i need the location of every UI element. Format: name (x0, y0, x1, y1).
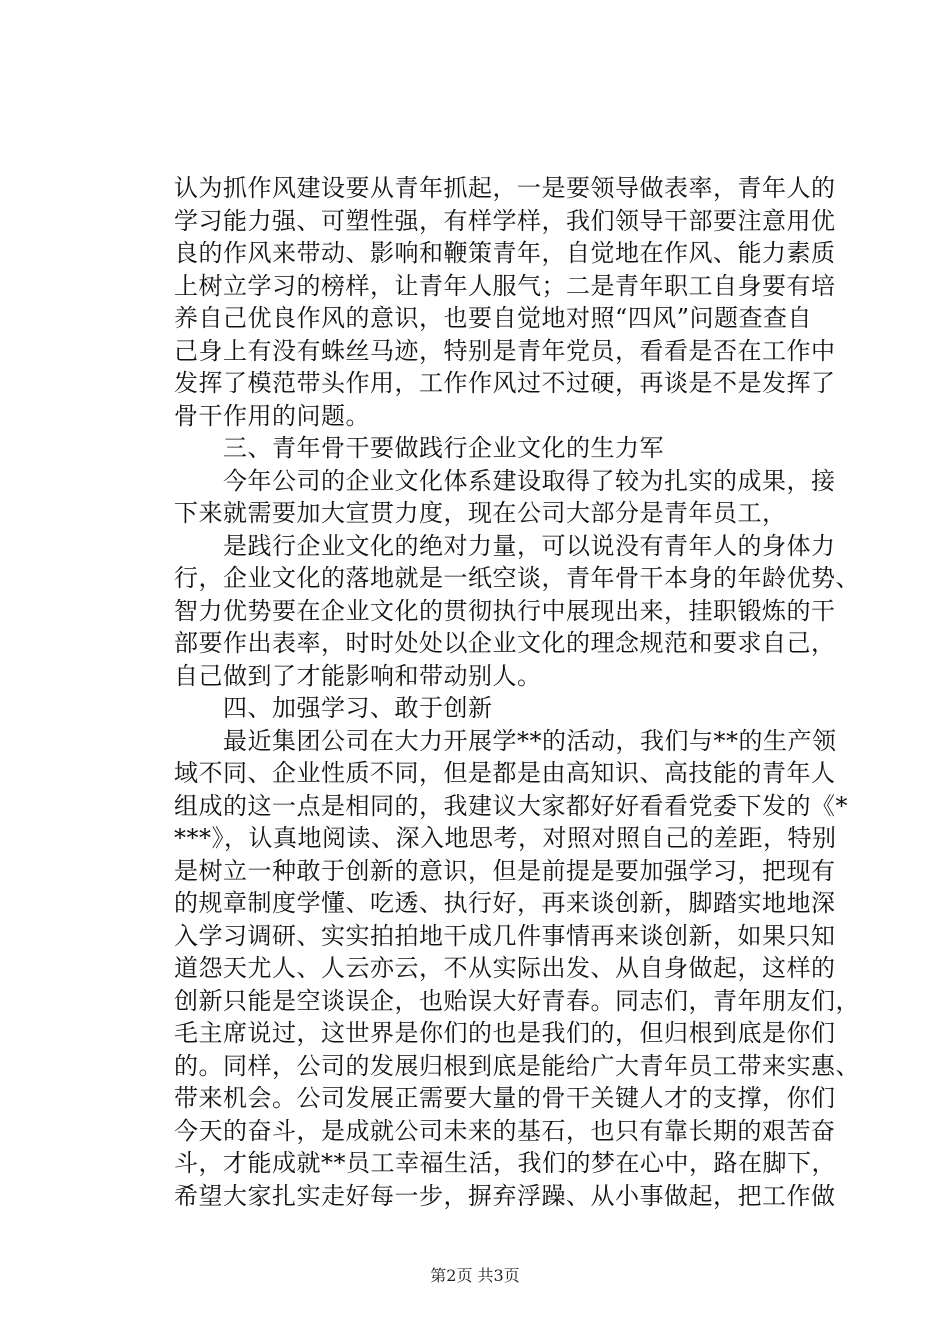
text-line: 创新只能是空谈误企，也贻误大好青春。同志们，青年朋友们， (174, 986, 860, 1015)
page-footer: 第2页 共3页 (430, 1266, 520, 1285)
text-line: 己身上有没有蛛丝马迹，特别是青年党员，看看是否在工作中 (174, 336, 836, 365)
text-line: ***》，认真地阅读、深入地思考，对照对照自己的差距，特别 (174, 824, 837, 852)
text-line: 斗，才能成就**员工幸福生活，我们的梦在心中，路在脚下， (174, 1149, 836, 1177)
text-line: 部要作出表率，时时处处以企业文化的理念规范和要求自己， (174, 629, 836, 657)
text-line: 发挥了模范带头作用，工作作风过不过硬，再谈是不是发挥了 (174, 369, 836, 397)
text-line: 认为抓作风建设要从青年抓起，一是要领导做表率，青年人的 (174, 174, 836, 202)
text-line: 入学习调研、实实拍拍地干成几件事情再来谈创新，如果只知 (174, 921, 836, 950)
text-line: 希望大家扎实走好每一步，摒弃浮躁、从小事做起，把工作做 (174, 1181, 836, 1210)
text-line: 的。同样，公司的发展归根到底是能给广大青年员工带来实惠、 (174, 1051, 860, 1080)
text-line: 是树立一种敢于创新的意识，但是前提是要加强学习，把现有 (174, 856, 836, 885)
text-line: 今年公司的企业文化体系建设取得了较为扎实的成果，接 (174, 466, 836, 495)
text-line: 智力优势要在企业文化的贯彻执行中展现出来，挂职锻炼的干 (174, 596, 836, 625)
text-line: 毛主席说过，这世界是你们的也是我们的，但归根到底是你们 (174, 1019, 836, 1047)
section-heading: 四、加强学习、敢于创新 (174, 694, 493, 722)
text-line: 良的作风来带动、影响和鞭策青年，自觉地在作风、能力素质 (174, 239, 836, 267)
text-line: 养自己优良作风的意识，也要自觉地对照“四风”问题查查自 (174, 304, 813, 332)
text-line: 域不同、企业性质不同，但是都是由高知识、高技能的青年人 (174, 759, 836, 787)
text-line: 自己做到了才能影响和带动别人。 (174, 661, 542, 690)
text-line: 最近集团公司在大力开展学**的活动，我们与**的生产领 (174, 726, 837, 755)
text-line: 骨干作用的问题。 (174, 401, 370, 430)
text-line: 上树立学习的榜样，让青年人服气；二是青年职工自身要有培 (174, 271, 836, 300)
text-line: 行，企业文化的落地就是一纸空谈，青年骨干本身的年龄优势、 (174, 564, 860, 592)
body-text (174, 172, 860, 1212)
text-line: 带来机会。公司发展正需要大量的骨干关键人才的支撑，你们 (174, 1084, 836, 1112)
text-line: 学习能力强、可塑性强，有样学样，我们领导干部要注意用优 (174, 206, 836, 235)
text-line: 的规章制度学懂、吃透、执行好，再来谈创新，脚踏实地地深 (174, 889, 836, 917)
text-line: 今天的奋斗，是成就公司未来的基石，也只有靠长期的艰苦奋 (174, 1116, 836, 1145)
text-line: 道怨天尤人、人云亦云，不从实际出发、从自身做起，这样的 (174, 954, 836, 982)
section-heading: 三、青年骨干要做践行企业文化的生力军 (174, 434, 664, 462)
text-line: 是践行企业文化的绝对力量，可以说没有青年人的身体力 (174, 531, 836, 560)
text-line: 下来就需要加大宣贯力度，现在公司大部分是青年员工， (174, 499, 787, 527)
text-line: 组成的这一点是相同的，我建议大家都好好看看党委下发的《* (174, 791, 848, 820)
